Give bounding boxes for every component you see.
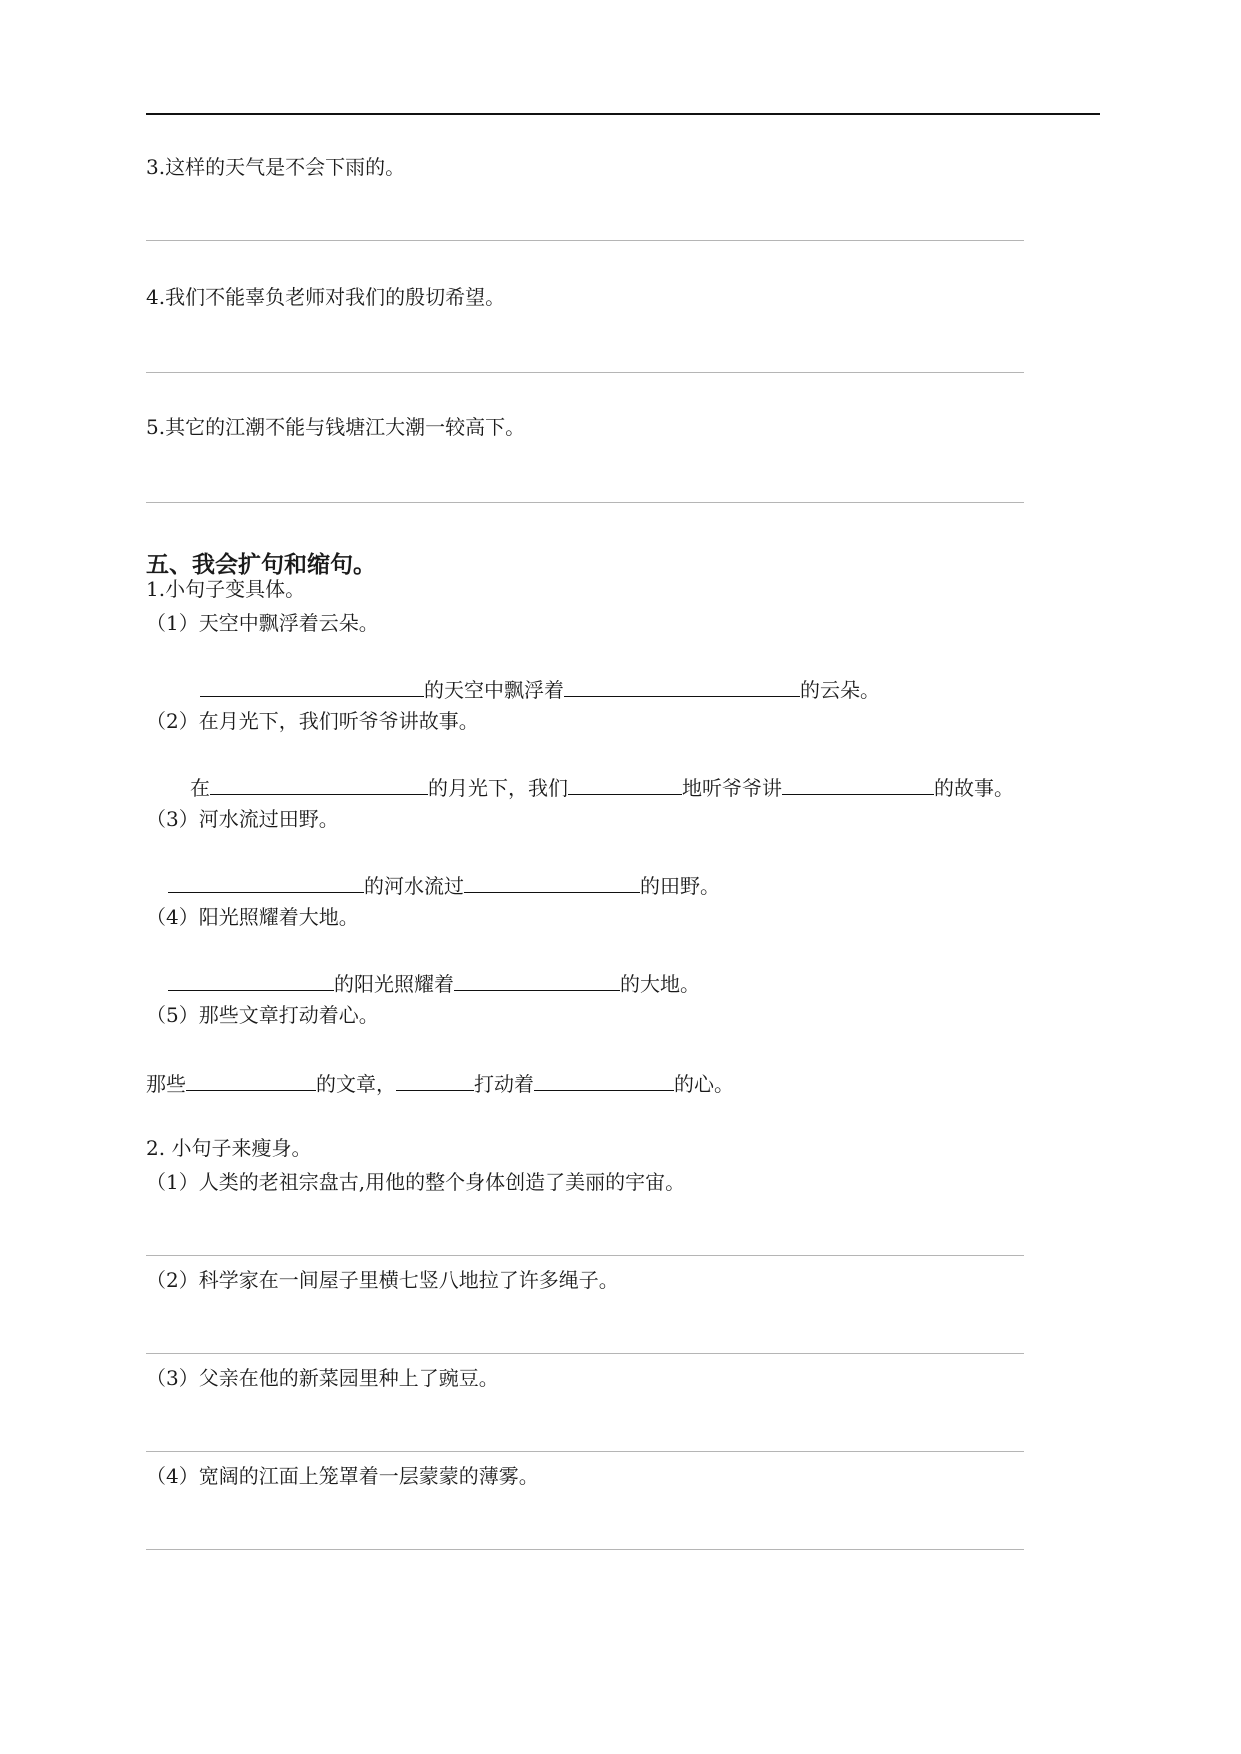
- part1-heading: 1.小句子变具体。: [146, 577, 306, 601]
- blank-4a[interactable]: [168, 970, 334, 991]
- blank-1b[interactable]: [564, 676, 800, 697]
- question-4: 4.我们不能辜负老师对我们的殷切希望。: [146, 285, 506, 309]
- blank-5c[interactable]: [534, 1070, 674, 1091]
- blank-5b[interactable]: [396, 1070, 474, 1091]
- expand-prompt-3: （3）河水流过田野。: [146, 807, 339, 831]
- expand-fill-5: 那些 的文章， 打动着 的心。: [146, 1072, 734, 1096]
- blank-2c[interactable]: [782, 774, 934, 795]
- answer-line-5[interactable]: [146, 502, 1024, 503]
- expand-fill-4: 的阳光照耀着 的大地。: [168, 970, 700, 996]
- expand-prompt-1: （1）天空中飘浮着云朵。: [146, 611, 379, 635]
- shrink-answer-line-2[interactable]: [146, 1353, 1024, 1354]
- shrink-answer-line-3[interactable]: [146, 1451, 1024, 1452]
- blank-4b[interactable]: [454, 970, 620, 991]
- shrink-answer-line-4[interactable]: [146, 1549, 1024, 1550]
- blank-3a[interactable]: [168, 872, 364, 893]
- blank-5a[interactable]: [186, 1070, 316, 1091]
- blank-2a[interactable]: [210, 774, 428, 795]
- shrink-prompt-4: （4）宽阔的江面上笼罩着一层蒙蒙的薄雾。: [146, 1464, 539, 1488]
- expand-prompt-2: （2）在月光下，我们听爷爷讲故事。: [146, 709, 479, 733]
- blank-2b[interactable]: [568, 774, 682, 795]
- blank-1a[interactable]: [200, 676, 424, 697]
- blank-3b[interactable]: [464, 872, 640, 893]
- expand-fill-1: 的天空中飘浮着 的云朵。: [200, 676, 880, 702]
- top-rule: [146, 113, 1100, 115]
- expand-prompt-5: （5）那些文章打动着心。: [146, 1003, 379, 1027]
- shrink-answer-line-1[interactable]: [146, 1255, 1024, 1256]
- question-5: 5.其它的江潮不能与钱塘江大潮一较高下。: [146, 415, 526, 439]
- answer-line-4[interactable]: [146, 372, 1024, 373]
- shrink-prompt-2: （2）科学家在一间屋子里横七竖八地拉了许多绳子。: [146, 1268, 619, 1292]
- section-title: 五、我会扩句和缩句。: [146, 552, 376, 578]
- shrink-prompt-3: （3）父亲在他的新菜园里种上了豌豆。: [146, 1366, 499, 1390]
- question-3: 3.这样的天气是不会下雨的。: [146, 155, 406, 179]
- expand-prompt-4: （4）阳光照耀着大地。: [146, 905, 359, 929]
- answer-line-3[interactable]: [146, 240, 1024, 241]
- shrink-prompt-1: （1）人类的老祖宗盘古,用他的整个身体创造了美丽的宇宙。: [146, 1170, 686, 1194]
- expand-fill-3: 的河水流过 的田野。: [168, 872, 720, 898]
- part2-heading: 2. 小句子来瘦身。: [146, 1136, 312, 1160]
- expand-fill-2: 在 的月光下，我们 地听爷爷讲 的故事。: [190, 776, 1014, 800]
